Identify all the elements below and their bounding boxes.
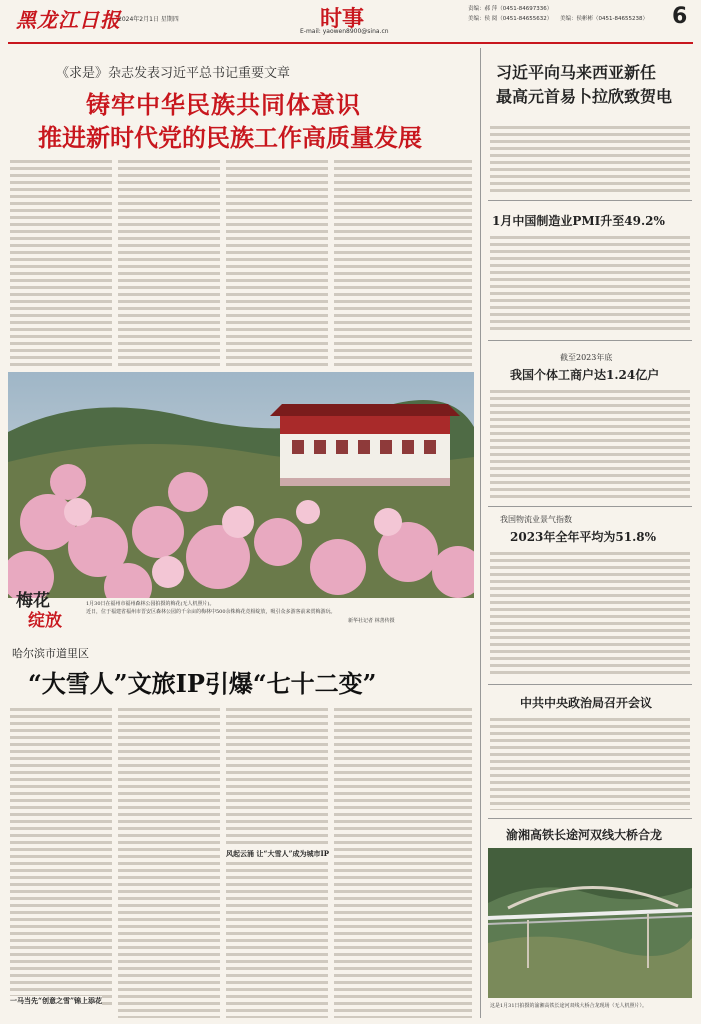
issue-date: 2024年2月1日 星期四: [118, 16, 179, 23]
bridge-photo: [488, 848, 692, 998]
lead-body-col-4: [334, 158, 472, 368]
photo-credit: 新华社记者 林善传摄: [348, 618, 395, 624]
page-number: 6: [672, 4, 688, 29]
plum-blossom-photo: [8, 372, 474, 598]
proof-credit: 美编：侯彬彬（0451-84655238）: [560, 16, 648, 22]
story5-rule: [488, 818, 692, 819]
lead-headline-2: 推进新时代党的民族工作高质量发展: [38, 123, 422, 152]
photo-caption-2: 近日，位于福建省福州市晋安区森林公园的千余亩的梅林中500余株梅花竞相绽放，吸引众多游客前来赏梅游玩。: [86, 609, 336, 615]
story1-headline-2: 最高元首易卜拉欣致贺电: [496, 87, 673, 106]
masthead-rule: [8, 42, 693, 44]
harbin-body-col-4: [334, 706, 472, 1018]
story4-body: [490, 550, 690, 676]
bridge-caption: 这是1月31日拍摄的渝湘高铁长途河双线大桥合龙现场（无人机照片）。: [490, 1003, 648, 1009]
story3-kicker: 截至2023年底: [560, 353, 613, 362]
lead-kicker: 《求是》杂志发表习近平总书记重要文章: [56, 66, 291, 81]
story3-rule: [488, 506, 692, 507]
story1-rule: [488, 200, 692, 201]
lead-headline-1: 铸牢中华民族共同体意识: [86, 90, 361, 119]
bridge-image: [488, 848, 692, 998]
section-title: 时事: [320, 7, 365, 32]
harbin-subhead-1: 风起云涌 让“大雪人”成为城市IP: [226, 849, 330, 858]
story2-headline: 1月中国制造业PMI升至49.2%: [492, 214, 665, 228]
lead-body-col-3: [226, 158, 328, 368]
story1-body: [490, 124, 690, 194]
story3-headline: 我国个体工商户达1.24亿户: [510, 368, 660, 382]
story5-body: [490, 716, 690, 810]
photo-caption: 1月30日在福州市福州森林公园拍摄的梅花(无人机照片)。: [86, 601, 215, 607]
masthead: [0, 0, 701, 44]
paper-name: 黑龙江日报: [16, 8, 121, 32]
column-divider: [480, 48, 481, 1018]
harbin-subhead-2: 一马当先“创意之雪”锦上添花: [10, 996, 103, 1005]
story6-headline: 渝湘高铁长途河双线大桥合龙: [506, 828, 663, 842]
story2-body: [490, 234, 690, 332]
story2-rule: [488, 340, 692, 341]
designer-credit: 美编：侯 阅（0451-84655632）: [468, 16, 553, 22]
section-email: E-mail: yaowen8900@sina.cn: [300, 28, 389, 35]
story5-headline: 中共中央政治局召开会议: [520, 696, 653, 710]
editor-credit: 责编：郝 萍（0451-84697336）: [468, 6, 553, 12]
harbin-kicker: 哈尔滨市道里区: [12, 647, 89, 660]
photo-title-1: 梅花: [16, 591, 50, 611]
plum-blossom-image: [8, 372, 474, 598]
harbin-headline: “大雪人”文旅IP引爆“七十二变”: [28, 669, 377, 698]
harbin-body-col-2: [118, 706, 220, 1018]
lead-body-col-1: [10, 158, 112, 368]
photo-title-2: 绽放: [28, 611, 62, 631]
lead-body-col-2: [118, 158, 220, 368]
photo-caption-box: [8, 591, 474, 631]
story4-kicker: 我国物流业景气指数: [500, 515, 572, 524]
harbin-body-col-3: [226, 706, 328, 1018]
story4-rule: [488, 684, 692, 685]
story1-headline-1: 习近平向马来西亚新任: [496, 63, 657, 82]
harbin-body-col-1: [10, 706, 112, 1006]
story4-headline: 2023年全年平均为51.8%: [510, 530, 657, 544]
story3-body: [490, 388, 690, 502]
